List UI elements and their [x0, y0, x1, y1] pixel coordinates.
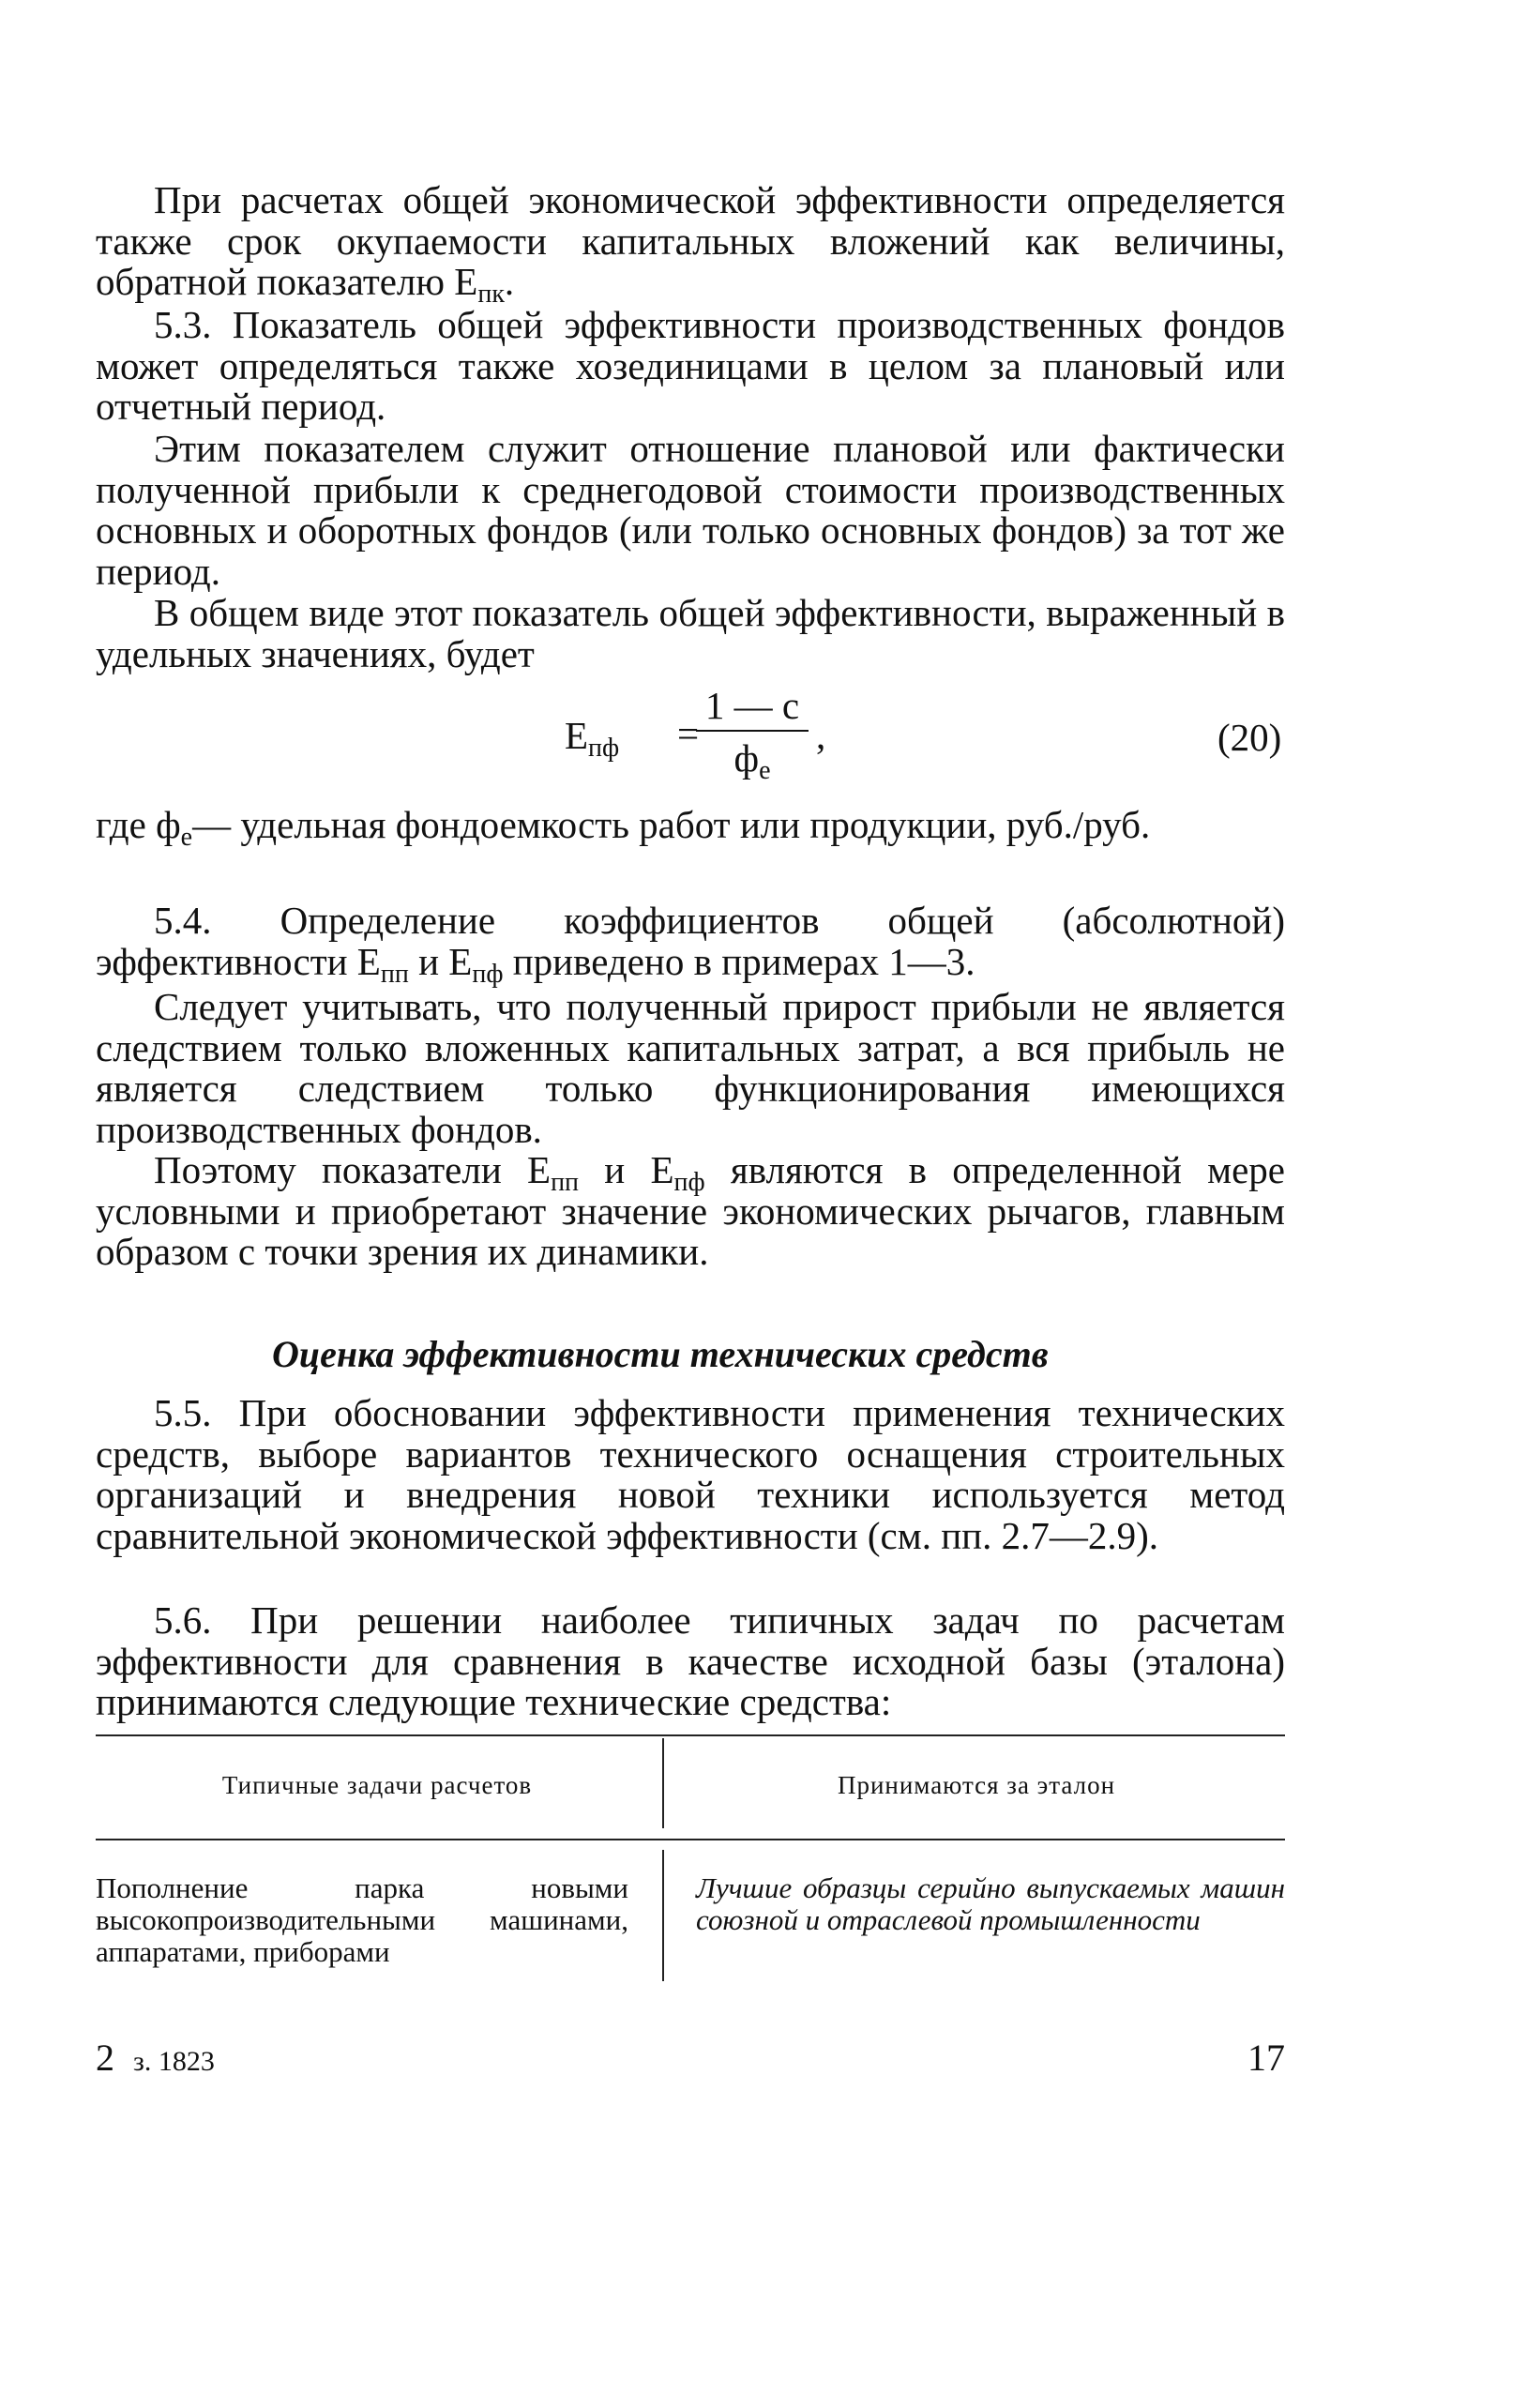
paragraph-text: Этим показателем служит отношение плановой или фактически полученной прибыли к среднегодовой стоимости производственных основных и оборотных фондов (или только основных фондов) за тот же период. [96, 427, 1285, 593]
paragraph-text: и Е [579, 1148, 674, 1191]
formula-20 [565, 683, 921, 786]
paragraph-indicator [96, 429, 1285, 592]
page-number: 17 [1247, 2037, 1285, 2079]
signature-mark: 2 [96, 2037, 114, 2079]
paragraph-5-3 [96, 305, 1285, 428]
where-prefix: где ф [96, 803, 181, 846]
formula-comma: , [816, 714, 826, 757]
paragraph-payback [96, 178, 1285, 309]
equals-sign: = [677, 712, 700, 755]
fraction-bar [696, 730, 809, 732]
table-body-divider [662, 1850, 664, 1981]
formula-lhs [565, 713, 620, 763]
paragraph-text: приведено в примерах 1—3. [503, 939, 975, 983]
paragraph-text: Поэтому показатели Е [154, 1148, 552, 1191]
paragraph-general-form [96, 593, 1285, 674]
paragraph-text: 5.6. При решении наиболее типичных задач по расчетам эффективности для сравнения в качестве исходной базы (эталона) принимаются следующие технические средства: [96, 1598, 1285, 1723]
table-top-rule [96, 1734, 1285, 1736]
subscript: пф [588, 734, 620, 763]
section-heading: Оценка эффективности технических средств [272, 1333, 1049, 1375]
table-header-standard: Принимаются за эталон [837, 1771, 1116, 1799]
paragraph-5-6 [96, 1600, 1285, 1723]
subscript: е [759, 756, 771, 785]
formula-numerator: 1 — с [704, 684, 800, 727]
table-cell-standard: Лучшие образцы серийно выпускаемых машин союзной и отраслевой промышленности [696, 1871, 1285, 1936]
paragraph-profit-growth [96, 987, 1285, 1150]
paragraph-text: Следует учитывать, что полученный прирост прибыли не является следствием только вложенных капитальных затрат, а вся прибыль не является следствием только функционирования имеющихся производственных фондов. [96, 985, 1285, 1151]
table-header-divider [662, 1738, 664, 1828]
paragraph-text: являются в определенной мере условными и приобретают значение экономических рычагов, главным образом с точки зрения их динамики. [96, 1148, 1285, 1273]
paragraph-text: При расчетах общей экономической эффективности определяется также срок окупаемости капитальных вложений как величины, обратной показателю Е [96, 178, 1285, 303]
paragraph-5-5 [96, 1393, 1285, 1556]
printer-signature [96, 2036, 215, 2080]
subscript: пк [477, 280, 505, 309]
table-cell-task: Пополнение парка новыми высокопроизводительными машинами, аппаратами, приборами [96, 1871, 628, 1968]
paragraph-text: и Е [408, 939, 473, 983]
paragraph-text: 5.4. Определение коэффициентов общей (абсолютной) эффективности Е [96, 899, 1285, 983]
formula-denominator [696, 735, 809, 785]
formula-symbol: Е [565, 714, 589, 757]
subscript: пф [673, 1168, 705, 1197]
subscript: пп [380, 959, 409, 989]
subscript: пф [472, 959, 504, 989]
where-text: — удельная фондоемкость работ или продукции, руб./руб. [192, 803, 1151, 846]
paragraph-conditional [96, 1150, 1285, 1273]
paragraph-text: . [504, 260, 515, 303]
paragraph-text: 5.5. При обосновании эффективности применения технических средств, выборе вариантов технического оснащения строительных организаций и внедрения новой техники используется метод сравнительной экономической эффективности (см. пп. 2.7—2.9). [96, 1391, 1285, 1557]
subscript: пп [551, 1168, 580, 1197]
equation-number: (20) [1217, 716, 1282, 759]
where-definition [96, 803, 1285, 852]
order-number: з. 1823 [133, 2046, 215, 2077]
table-header-tasks: Типичные задачи расчетов [221, 1771, 533, 1799]
paragraph-text: 5.3. Показатель общей эффективности производственных фондов может определяться также хозединицами в целом за плановый или отчетный период. [96, 303, 1285, 428]
table-header-rule [96, 1839, 1285, 1840]
formula-symbol: ф [733, 736, 760, 780]
paragraph-text: В общем виде этот показатель общей эффективности, выраженный в удельных значениях, будет [96, 591, 1285, 675]
where-clause [96, 803, 1285, 852]
subscript: е [180, 823, 193, 852]
paragraph-5-4 [96, 899, 1285, 989]
